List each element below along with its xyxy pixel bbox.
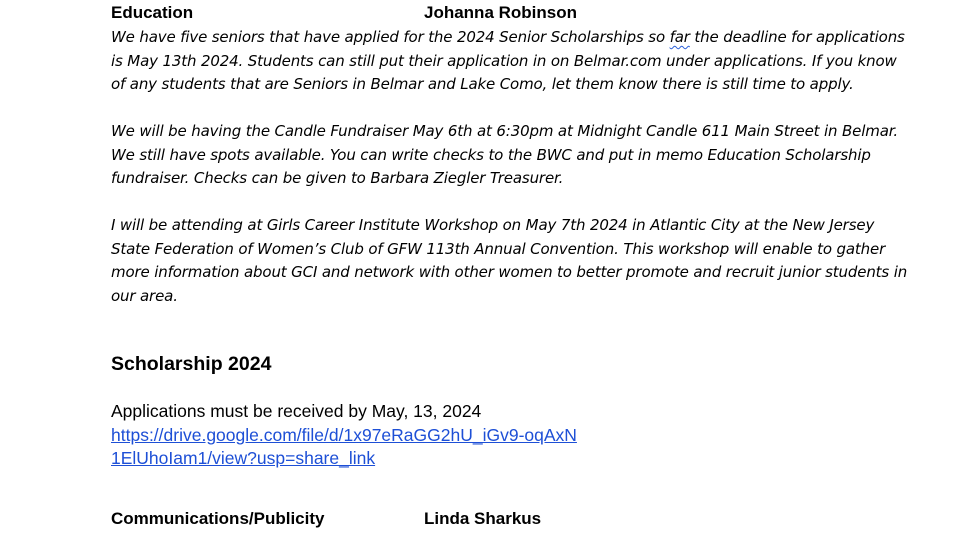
education-paragraph-workshop: I will be attending at Girls Career Institute Workshop on May 7th 2024 in Atlantic City at the New Jersey State Federation of Women’s Club of GFW 113th Annual Convention. This workshop will enable to gather more information about GCI and network with other women to better promote and recruit junior students in our area.	[111, 216, 908, 305]
education-person: Johanna Robinson	[424, 3, 577, 22]
paragraph-spacer	[111, 97, 911, 121]
communications-heading: Communications/Publicity	[111, 509, 325, 528]
education-heading: Education	[111, 3, 194, 22]
education-paragraph-scholarships	[111, 26, 911, 97]
communications-person: Linda Sharkus	[424, 509, 542, 528]
communications-header	[111, 506, 911, 532]
education-paragraph-fundraiser: We will be having the Candle Fundraiser May 6th at 6:30pm at Midnight Candle 611 Main Street in Belmar. We still have spots available. You can write checks to the BWC and put in memo Education Scholarship fundraiser. Checks can be given to Barbara Ziegler Treasurer.	[111, 122, 899, 187]
paragraph-text: We have five seniors that have applied for the 2024 Senior Scholarships so	[111, 28, 670, 46]
paragraph-text: the deadline for applications is May 13th 2024. Students can still put their application in on Belmar.com under applications. If you know of any students that are Seniors in Belmar and Lake Como, let them know there is still time to apply.	[111, 28, 905, 93]
scholarship-title: Scholarship 2024	[111, 353, 272, 375]
education-header	[111, 0, 911, 26]
scholarship-link[interactable]: https://drive.google.com/file/d/1x97eRaGG2hU_iGv9-oqAxN1ElUhoIam1/view?usp=share_link	[111, 424, 577, 468]
scholarship-deadline: Applications must be received by May, 13, 2024	[111, 401, 482, 421]
paragraph-spacer	[111, 191, 911, 215]
spellcheck-flagged-word[interactable]: far	[669, 28, 690, 46]
document-page	[111, 0, 911, 528]
